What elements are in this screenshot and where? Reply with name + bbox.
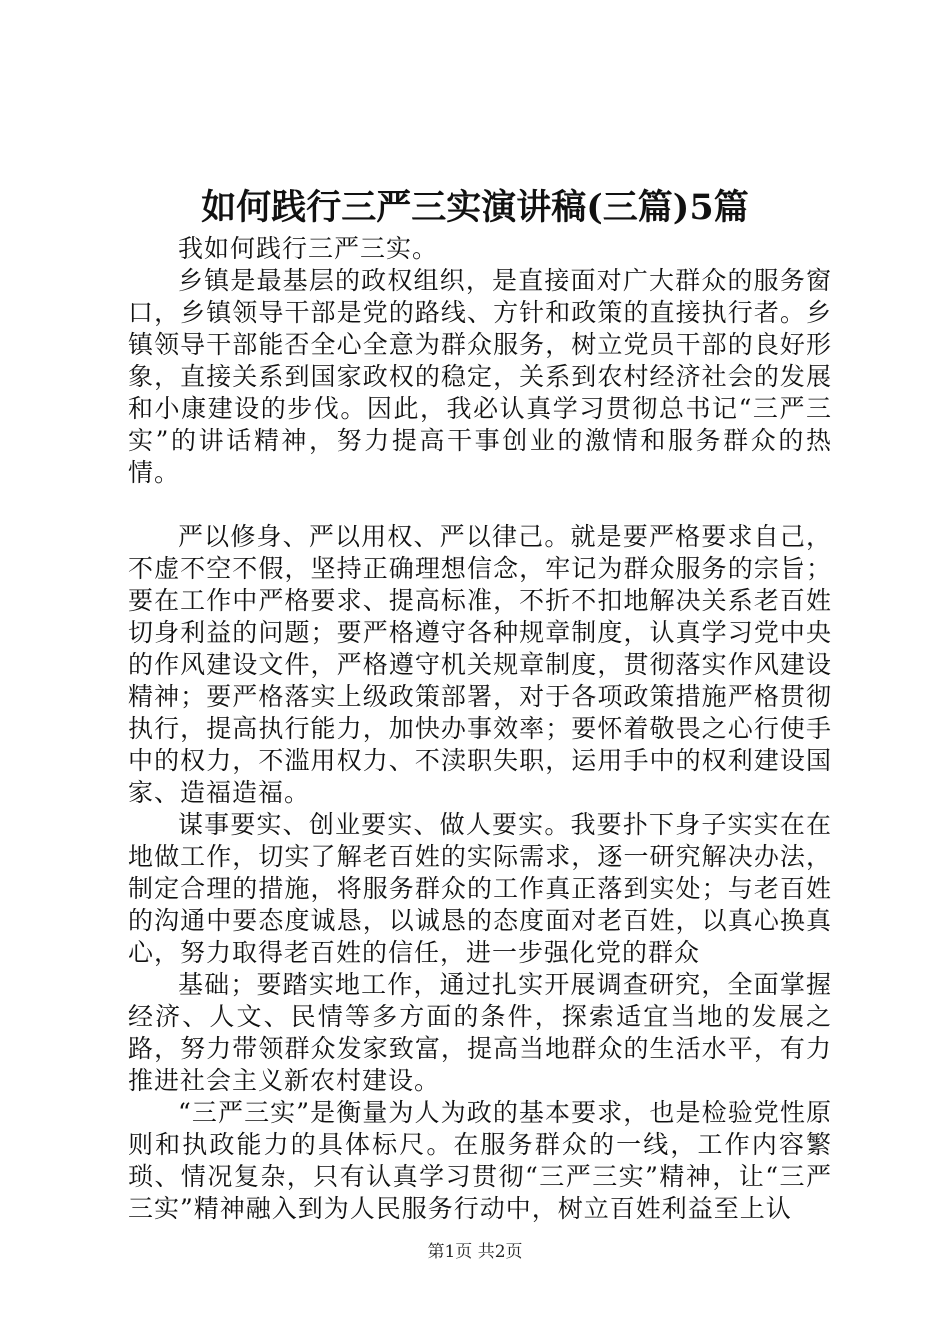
paragraph-conclusion: “三严三实”是衡量为人为政的基本要求，也是检验党性原则和执政能力的具体标尺。在服务群众的一线，工作内容繁琐、情况复杂，只有认真学习贯彻“三严三实”精神，让“三严三实”精神融入到为人民服务行动中，树立百姓利益至上认 <box>128 1098 832 1223</box>
document-body <box>128 233 832 1225</box>
paragraph-township: 乡镇是最基层的政权组织，是直接面对广大群众的服务窗口，乡镇领导干部是党的路线、方针和政策的直接执行者。乡镇领导干部能否全心全意为群众服务，树立党员干部的良好形象，直接关系到国家政权的稳定，关系到农村经济社会的发展和小康建设的步伐。因此，我必认真学习贯彻总书记“三严三实”的讲话精神，努力提高干事创业的激情和服务群众的热情。 <box>128 266 832 487</box>
paragraph-intro: 我如何践行三严三实。 <box>178 234 439 263</box>
document-title: 如何践行三严三实演讲稿(三篇)5篇 <box>201 187 749 228</box>
paragraph-strict: 严以修身、严以用权、严以律己。就是要严格要求自己，不虚不空不假，坚持正确理想信念，牢记为群众服务的宗旨；要在工作中严格要求、提高标准，不折不扣地解决关系老百姓切身利益的问题；要严格遵守各种规章制度，认真学习党中央的作风建设文件，严格遵守机关规章制度，贯彻落实作风建设精神；要严格落实上级政策部署，对于各项政策措施严格贯彻执行，提高执行能力，加快办事效率；要怀着敬畏之心行使手中的权力，不滥用权力、不渎职失职，运用手中的权利建设国家、造福造福。 <box>128 522 832 807</box>
paragraph-foundation: 基础；要踏实地工作，通过扎实开展调查研究，全面掌握经济、人文、民情等多方面的条件，探索适宜当地的发展之路，努力带领群众发家致富，提高当地群众的生活水平，有力推进社会主义新农村建设。 <box>128 970 832 1095</box>
page-footer: 第1页 共2页 <box>427 1242 523 1262</box>
paragraph-practical: 谋事要实、创业要实、做人要实。我要扑下身子实实在在地做工作，切实了解老百姓的实际需求，逐一研究解决办法，制定合理的措施，将服务群众的工作真正落到实处；与老百姓的沟通中要态度诚恳，以诚恳的态度面对老百姓，以真心换真心，努力取得老百姓的信任，进一步强化党的群众 <box>128 810 832 967</box>
paragraph-spacer <box>128 489 832 521</box>
